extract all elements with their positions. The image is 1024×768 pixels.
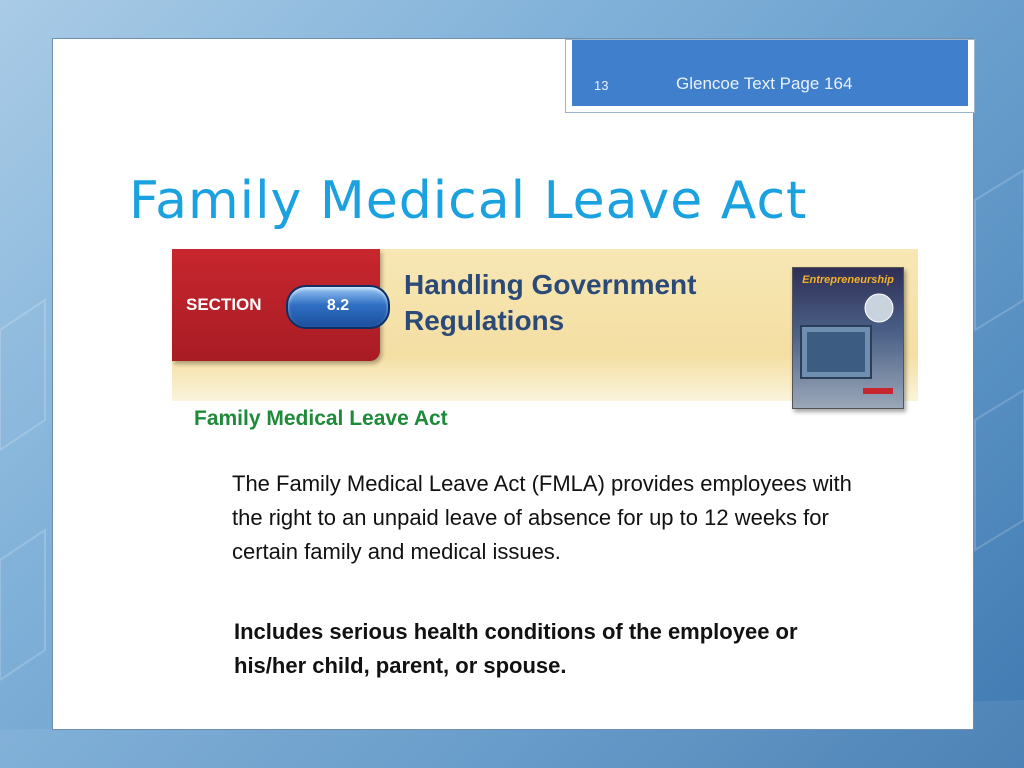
book-cover-art [793, 268, 903, 408]
book-cover-image [792, 267, 904, 409]
book-cover-title: Entrepreneurship [802, 274, 894, 286]
textbook-excerpt-image [172, 249, 918, 609]
slide-panel [52, 38, 974, 730]
textbook-heading: Handling Government Regulations [404, 269, 697, 336]
page-reference: Glencoe Text Page 164 [676, 74, 853, 93]
section-number-badge [286, 285, 390, 329]
section-number: 8.2 [326, 297, 350, 314]
textbook-subheading: Family Medical Leave Act [194, 407, 448, 430]
textbook-banner [172, 249, 918, 401]
slide-title: Family Medical Leave Act [129, 171, 808, 231]
section-label: SECTION [186, 295, 262, 314]
slide-number: 13 [594, 78, 609, 93]
textbook-body-text: The Family Medical Leave Act (FMLA) provides employees with the right to an unpaid leave of absence for up to 12 weeks for certain family and medical issues. [232, 471, 852, 564]
header-bar [572, 40, 968, 106]
header-tab [565, 39, 975, 113]
note-text: Includes serious health conditions of the employee or his/her child, parent, or spouse. [234, 619, 798, 678]
